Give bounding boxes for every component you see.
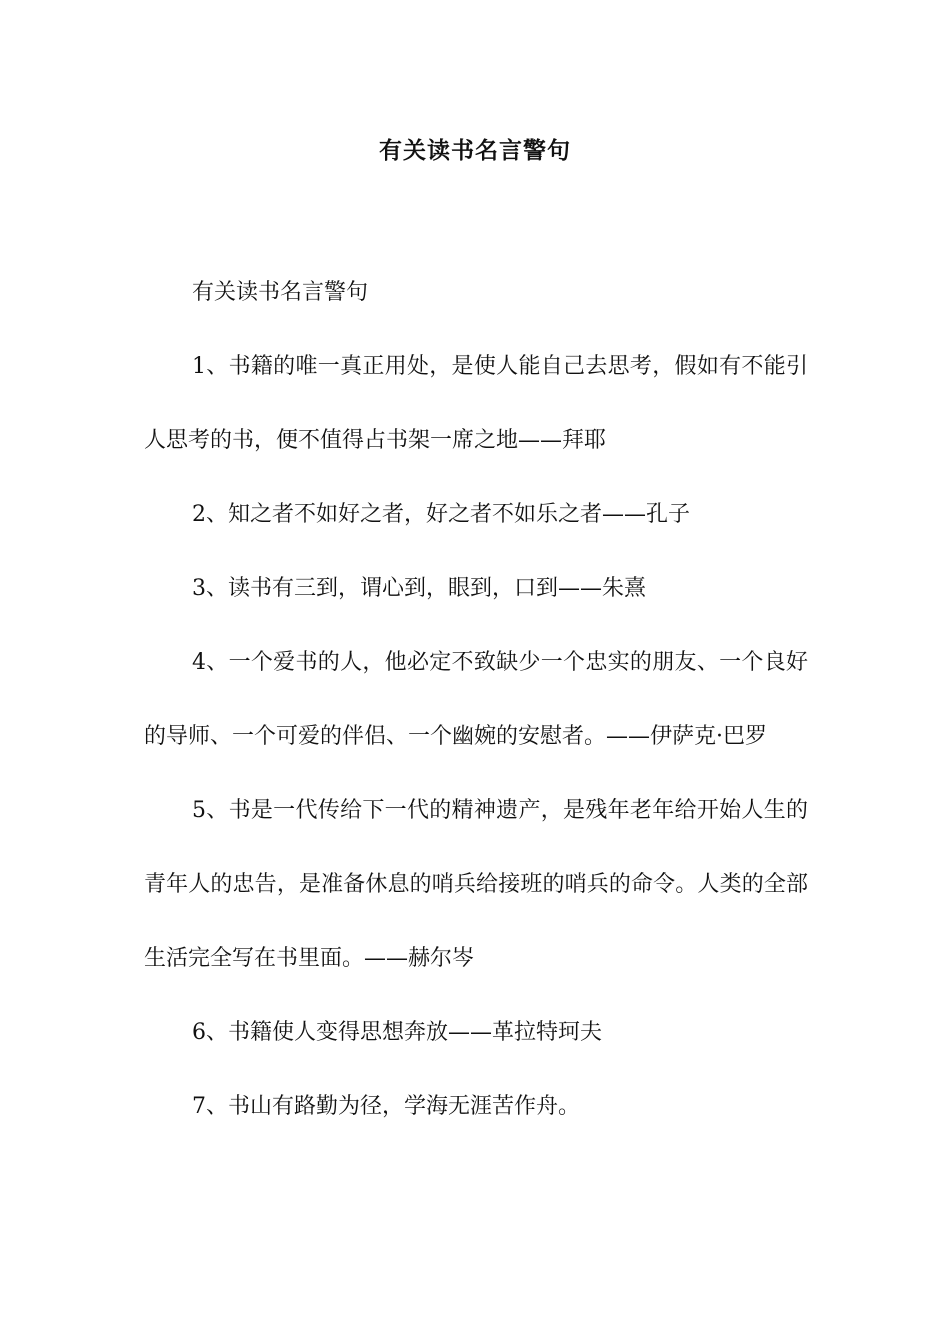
quote-2: 2、知之者不如好之者，好之者不如乐之者——孔子 — [192, 502, 690, 527]
quote-6: 6、书籍使人变得思想奔放——革拉特珂夫 — [192, 1020, 602, 1045]
quote-4: 4、一个爱书的人，他必定不致缺少一个忠实的朋友、一个良好的导师、一个可爱的伴侣、一个幽婉的安慰者。——伊萨克·巴罗 — [144, 650, 808, 749]
document-body — [144, 256, 808, 1144]
quote-5: 5、书是一代传给下一代的精神遗产，是残年老年给开始人生的青年人的忠告，是准备休息的哨兵给接班的哨兵的命令。人类的全部生活完全写在书里面。——赫尔岑 — [144, 798, 808, 971]
paragraph-heading: 有关读书名言警句 — [192, 280, 369, 305]
document-title: 有关读书名言警句 — [379, 137, 571, 164]
quote-3: 3、读书有三到，谓心到，眼到，口到——朱熹 — [192, 576, 646, 601]
quote-7: 7、书山有路勤为径，学海无涯苦作舟。 — [192, 1094, 580, 1119]
quote-1: 1、书籍的唯一真正用处，是使人能自己去思考，假如有不能引人思考的书，便不值得占书架一席之地——拜耶 — [144, 354, 808, 453]
